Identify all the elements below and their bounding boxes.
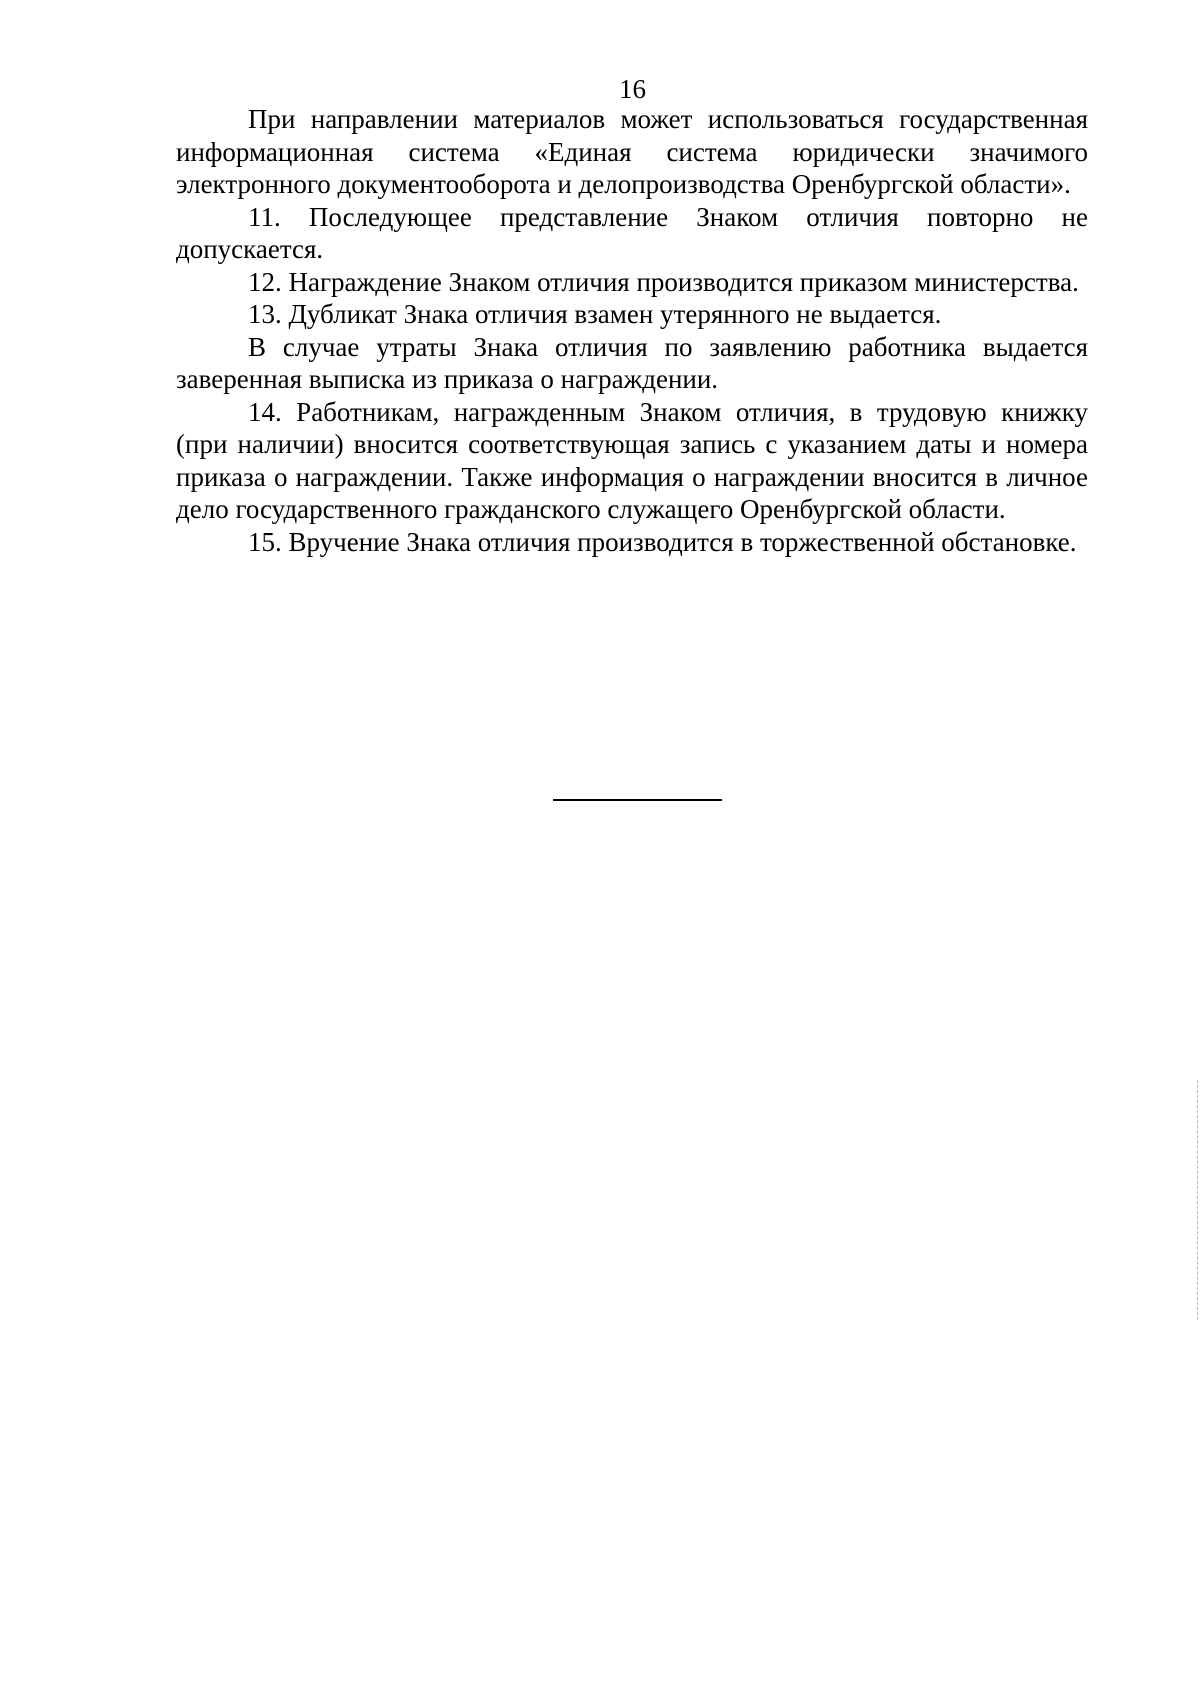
page-number: 16 bbox=[619, 74, 646, 104]
paragraph-11: 11. Последующее представление Знаком отличия повторно не допускается. bbox=[176, 201, 1088, 264]
paragraph-12: 12. Награждение Знаком отличия производится приказом министерства. bbox=[248, 266, 1079, 297]
document-body bbox=[176, 103, 1088, 558]
paragraph-14: 14. Работникам, награжденным Знаком отличия, в трудовую книжку (при наличии) вносится соответствующая запись с указанием даты и номера приказа о награждении. Также информация о награждении вносится в личное дело государственного гражданского служащего Оренбургской области. bbox=[176, 396, 1088, 524]
paragraph-15: 15. Вручение Знака отличия производится в торжественной обстановке. bbox=[248, 526, 1077, 557]
end-divider-line bbox=[553, 799, 722, 801]
paragraph-13: 13. Дубликат Знака отличия взамен утерянного не выдается. bbox=[248, 299, 942, 329]
paragraph-system-usage: При направлении материалов может использоваться государственная информационная система «Единая система юридически значимого электронного документооборота и делопроизводства Оренбургской области». bbox=[176, 104, 1088, 199]
paragraph-loss-case: В случае утраты Знака отличия по заявлению работника выдается заверенная выписка из приказа о награждении. bbox=[176, 331, 1088, 394]
scan-edge-mark bbox=[1197, 1080, 1198, 1320]
